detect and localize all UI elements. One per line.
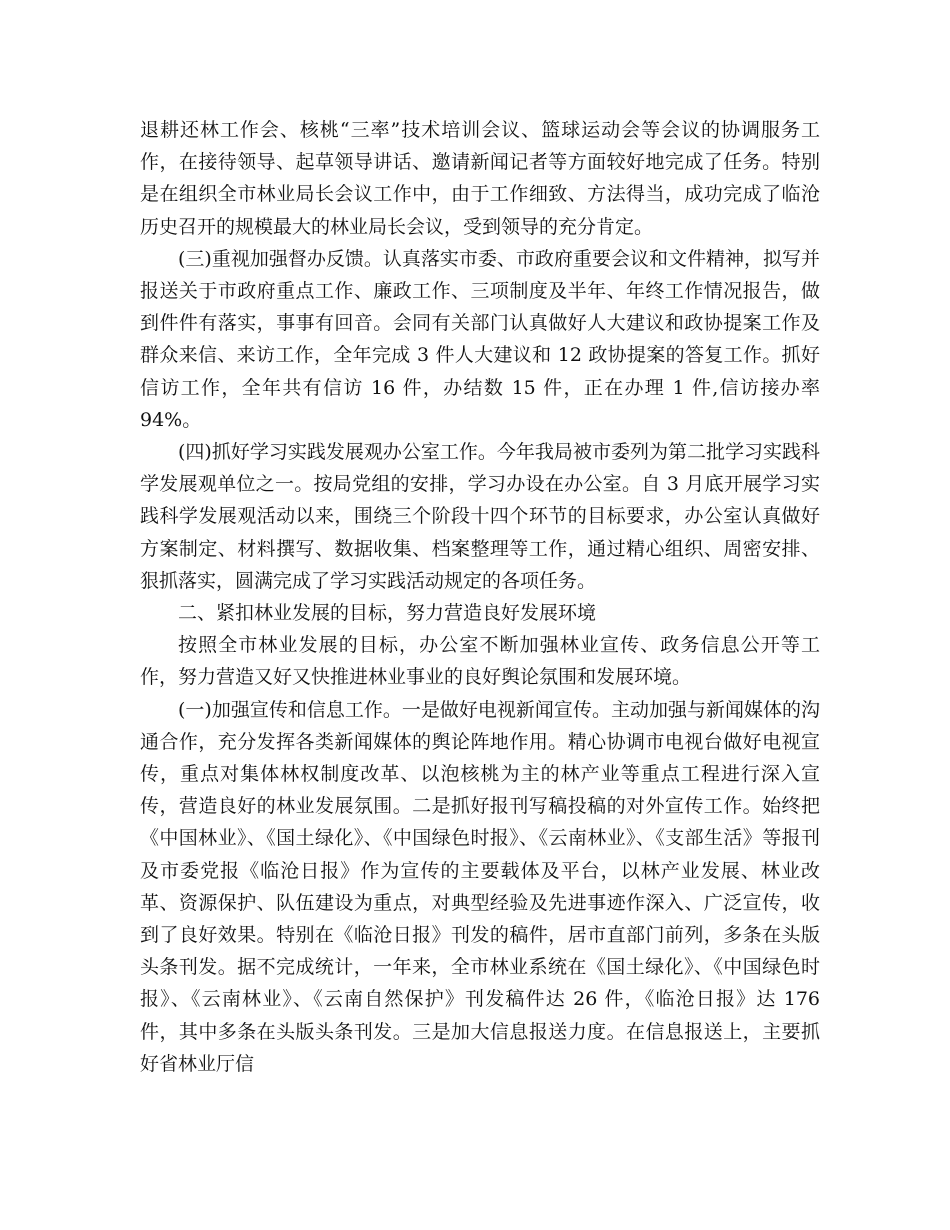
document-body bbox=[140, 114, 820, 1080]
paragraph-meeting-service: 退耕还林工作会、核桃“三率”技术培训会议、篮球运动会等会议的协调服务工作，在接待领导、起草领导讲话、邀请新闻记者等方面较好地完成了任务。特别是在组织全市林业局长会议工作中，由于工作细致、方法得当，成功完成了临沧历史召开的规模最大的林业局长会议，受到领导的充分肯定。 bbox=[140, 119, 820, 238]
paragraph-supervision-feedback: (三)重视加强督办反馈。认真落实市委、市政府重要会议和文件精神，拟写并报送关于市政府重点工作、廉政工作、三项制度及半年、年终工作情况报告，做到件件有落实，事事有回音。会同有关部门认真做好人大建议和政协提案工作及群众来信、来访工作，全年完成 3 件人大建议和 12 政协提案的答复工作。抓好信访工作，全年共有信访 16 件，办结数 15 件，正在办理 1 件,信访接办率 94%。 bbox=[140, 247, 820, 431]
paragraph-publicity-information: (一)加强宣传和信息工作。一是做好电视新闻宣传。主动加强与新闻媒体的沟通合作，充分发挥各类新闻媒体的舆论阵地作用。精心协调市电视台做好电视宣传，重点对集体林权制度改革、以泡核桃为主的林产业等重点工程进行深入宣传，营造良好的林业发展氛围。二是抓好报刊写稿投稿的对外宣传工作。始终把《中国林业》、《国土绿化》、《中国绿色时报》、《云南林业》、《支部生活》等报刊及市委党报《临沧日报》作为宣传的主要载体及平台，以林产业发展、林业改革、资源保护、队伍建设为重点，对典型经验及先进事迹作深入、广泛宣传，收到了良好效果。特别在《临沧日报》刊发的稿件，居市直部门前列，多条在头版头条刊发。据不完成统计，一年来，全市林业系统在《国土绿化》、《中国绿色时报》、《云南林业》、《云南自然保护》刊发稿件达 26 件，《临沧日报》达 176 件，其中多条在头版头条刊发。三是加大信息报送力度。在信息报送上，主要抓好省林业厅信 bbox=[140, 698, 820, 1075]
section-heading-development-environment: 二、紧扣林业发展的目标，努力营造良好发展环境 bbox=[178, 602, 597, 625]
paragraph-study-practice-office: (四)抓好学习实践发展观办公室工作。今年我局被市委列为第二批学习实践科学发展观单位之一。按局党组的安排，学习办设在办公室。自 3 月底开展学习实践科学发展观活动以来，围绕三个阶段十四个环节的目标要求，办公室认真做好方案制定、材料撰写、数据收集、档案整理等工作，通过精心组织、周密安排、狠抓落实，圆满完成了学习实践活动规定的各项任务。 bbox=[140, 441, 820, 592]
paragraph-section-intro: 按照全市林业发展的目标，办公室不断加强林业宣传、政务信息公开等工作，努力营造又好又快推进林业事业的良好舆论氛围和发展环境。 bbox=[140, 634, 820, 689]
